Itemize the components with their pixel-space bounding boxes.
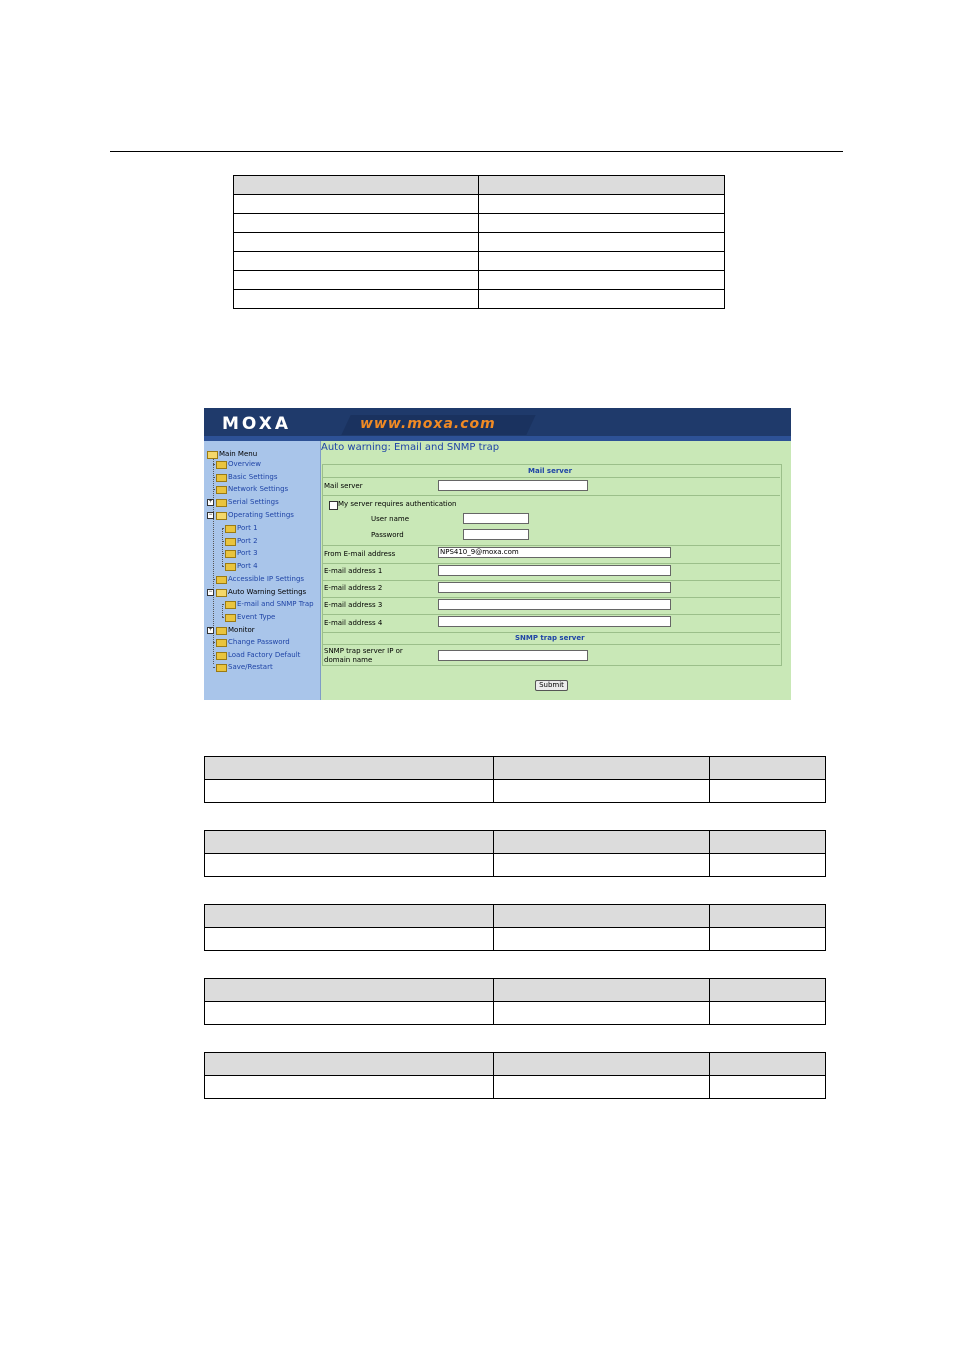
- table-cell: [479, 252, 725, 271]
- email-address-4-label: E-mail address 4: [324, 619, 383, 627]
- row-separator: [322, 644, 780, 645]
- table-row: [205, 780, 826, 803]
- table-cell: [479, 271, 725, 290]
- sidebar-item-accessible-ip-settings[interactable]: Accessible IP Settings: [228, 575, 305, 583]
- email-address-2-input[interactable]: [438, 582, 671, 593]
- banner: [204, 408, 791, 441]
- table-cell: [494, 1053, 710, 1076]
- table-header-row: [205, 905, 826, 928]
- table-cell: [710, 928, 826, 951]
- table-cell: [479, 233, 725, 252]
- table-row: [205, 1002, 826, 1025]
- mail-server-input[interactable]: [438, 480, 588, 491]
- header-rule: [110, 151, 843, 152]
- email-address-4-input[interactable]: [438, 616, 671, 627]
- table-cell: [234, 290, 479, 309]
- table-cell: [494, 1076, 710, 1099]
- banner-url: www.moxa.com: [360, 416, 496, 432]
- sidebar-item-monitor[interactable]: Monitor: [228, 626, 255, 634]
- table-cell: [479, 176, 725, 195]
- row-separator: [322, 614, 780, 615]
- sidebar-item-load-factory-default[interactable]: Load Factory Default: [228, 651, 301, 659]
- sidebar-item-save-restart[interactable]: Save/Restart: [228, 663, 273, 671]
- sidebar-item-serial-settings[interactable]: Serial Settings: [228, 498, 279, 506]
- table-cell: [234, 252, 479, 271]
- web-console-screenshot: [204, 408, 791, 700]
- sidebar-item-port-1[interactable]: Port 1: [237, 524, 258, 532]
- table-cell: [494, 979, 710, 1002]
- tree-line: [222, 528, 223, 566]
- table-cell: [494, 780, 710, 803]
- table-cell: [234, 214, 479, 233]
- auth-checkbox[interactable]: [329, 501, 338, 510]
- sidebar-item-port-2[interactable]: Port 2: [237, 537, 258, 545]
- row-separator: [322, 495, 780, 496]
- table-header-row: [205, 1053, 826, 1076]
- sidebar-item-network-settings[interactable]: Network Settings: [228, 485, 289, 493]
- table-cell: [479, 290, 725, 309]
- snmp-section-title: SNMP trap server: [515, 634, 585, 642]
- user-name-input[interactable]: [463, 513, 529, 524]
- table-5: [204, 1052, 826, 1099]
- table-row: [234, 252, 725, 271]
- collapse-icon[interactable]: −: [208, 512, 213, 518]
- table-cell: [494, 854, 710, 877]
- table-cell: [479, 214, 725, 233]
- expand-icon[interactable]: +: [208, 627, 213, 633]
- from-email-label: From E-mail address: [324, 550, 396, 558]
- table-cell: [494, 1002, 710, 1025]
- table-cell: [205, 979, 494, 1002]
- sidebar-item-event-type[interactable]: Event Type: [237, 613, 276, 621]
- email-address-3-input[interactable]: [438, 599, 671, 610]
- moxa-logo: MOXA: [222, 414, 292, 434]
- mail-server-label: Mail server: [324, 482, 363, 490]
- table-cell: [710, 757, 826, 780]
- table-row: [205, 854, 826, 877]
- folder-icon: [216, 486, 227, 494]
- folder-icon: [216, 461, 227, 469]
- table-row: [205, 1076, 826, 1099]
- sidebar-item-port-4[interactable]: Port 4: [237, 562, 258, 570]
- table-cell: [710, 854, 826, 877]
- top-table: [233, 175, 725, 309]
- sidebar-item-change-password[interactable]: Change Password: [228, 638, 290, 646]
- email-address-1-input[interactable]: [438, 565, 671, 576]
- mail-server-section-title: Mail server: [528, 467, 573, 475]
- table-cell: [710, 831, 826, 854]
- folder-icon: [225, 563, 236, 571]
- collapse-icon[interactable]: −: [208, 589, 213, 595]
- password-input[interactable]: [463, 529, 529, 540]
- email-address-2-label: E-mail address 2: [324, 584, 383, 592]
- sidebar-item-auto-warning-settings[interactable]: Auto Warning Settings: [228, 588, 307, 596]
- table-2: [204, 830, 826, 877]
- snmp-server-input[interactable]: [438, 650, 588, 661]
- table-cell: [494, 928, 710, 951]
- table-cell: [234, 195, 479, 214]
- table-cell: [205, 1002, 494, 1025]
- table-cell: [479, 195, 725, 214]
- table-row: [234, 290, 725, 309]
- table-cell: [710, 905, 826, 928]
- user-name-label: User name: [371, 515, 410, 523]
- row-separator: [322, 597, 780, 598]
- folder-icon: [216, 639, 227, 647]
- table-cell: [234, 233, 479, 252]
- folder-icon: [216, 474, 227, 482]
- table-cell: [710, 979, 826, 1002]
- sidebar-item-email-and-snmp-trap[interactable]: E-mail and SNMP Trap: [237, 600, 314, 608]
- table-4: [204, 978, 826, 1025]
- table-row: [234, 271, 725, 290]
- table-header-row: [234, 176, 725, 195]
- table-cell: [205, 757, 494, 780]
- sidebar-item-main-menu[interactable]: Main Menu: [219, 450, 258, 458]
- table-cell: [710, 1053, 826, 1076]
- row-separator: [322, 632, 780, 633]
- snmp-server-label-line1: SNMP trap server IP or: [324, 647, 403, 655]
- submit-button[interactable]: Submit: [535, 680, 568, 691]
- folder-open-icon: [216, 589, 227, 597]
- row-separator: [322, 580, 780, 581]
- table-cell: [710, 1076, 826, 1099]
- auth-label: My server requires authentication: [338, 500, 457, 508]
- sidebar: [204, 441, 321, 700]
- row-separator: [322, 545, 780, 546]
- folder-open-icon: [216, 512, 227, 520]
- row-separator: [322, 477, 780, 478]
- table-cell: [205, 1076, 494, 1099]
- table-cell: [205, 905, 494, 928]
- folder-icon: [216, 652, 227, 660]
- folder-icon: [216, 627, 227, 635]
- from-email-input[interactable]: NPS410_9@moxa.com: [438, 547, 671, 558]
- table-cell: [205, 854, 494, 877]
- folder-icon: [225, 538, 236, 546]
- table-cell: [234, 271, 479, 290]
- table-cell: [234, 176, 479, 195]
- table-row: [205, 928, 826, 951]
- email-address-3-label: E-mail address 3: [324, 601, 383, 609]
- folder-icon: [216, 576, 227, 584]
- folder-icon: [225, 525, 236, 533]
- table-1: [204, 756, 826, 803]
- folder-icon: [225, 614, 236, 622]
- password-label: Password: [371, 531, 404, 539]
- sidebar-item-port-3[interactable]: Port 3: [237, 549, 258, 557]
- table-cell: [710, 1002, 826, 1025]
- table-cell: [494, 757, 710, 780]
- table-cell: [494, 905, 710, 928]
- snmp-server-label-line2: domain name: [324, 656, 373, 664]
- folder-open-icon: [207, 451, 218, 459]
- page-title: Auto warning: Email and SNMP trap: [321, 442, 500, 453]
- email-address-1-label: E-mail address 1: [324, 567, 383, 575]
- table-cell: [205, 831, 494, 854]
- expand-icon[interactable]: +: [208, 499, 213, 505]
- sidebar-item-overview[interactable]: Overview: [228, 460, 261, 468]
- tree-line: [222, 604, 223, 617]
- table-cell: [205, 1053, 494, 1076]
- folder-icon: [225, 601, 236, 609]
- row-separator: [322, 563, 780, 564]
- folder-icon: [216, 664, 227, 672]
- table-header-row: [205, 831, 826, 854]
- table-header-row: [205, 979, 826, 1002]
- table-row: [234, 233, 725, 252]
- table-row: [234, 214, 725, 233]
- table-cell: [205, 928, 494, 951]
- folder-icon: [216, 499, 227, 507]
- table-cell: [710, 780, 826, 803]
- table-3: [204, 904, 826, 951]
- sidebar-item-basic-settings[interactable]: Basic Settings: [228, 473, 278, 481]
- folder-icon: [225, 550, 236, 558]
- table-row: [234, 195, 725, 214]
- table-header-row: [205, 757, 826, 780]
- table-cell: [205, 780, 494, 803]
- sidebar-item-operating-settings[interactable]: Operating Settings: [228, 511, 294, 519]
- table-cell: [494, 831, 710, 854]
